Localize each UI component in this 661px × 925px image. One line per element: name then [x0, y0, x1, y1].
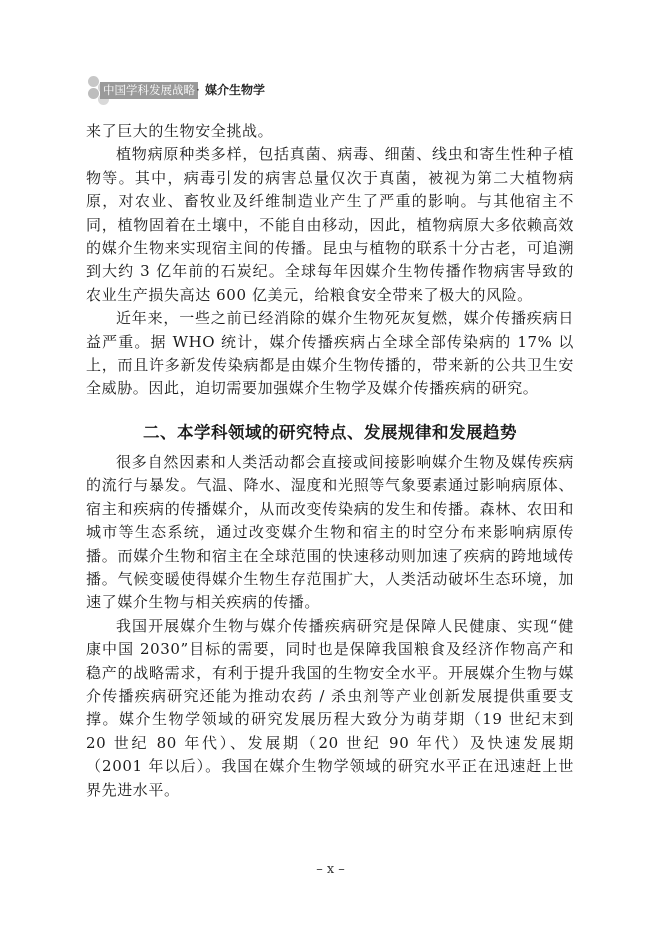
running-header	[86, 74, 386, 104]
header-separator: ·	[196, 83, 200, 97]
main-text	[86, 120, 574, 802]
paragraph-vector-diseases: 近年来，一些之前已经消除的媒介生物死灰复燃，媒介传播疾病日益严重。据 WHO 统计，媒介传播疾病占全球全部传染病的 17% 以上，而且许多新发传染病都是由媒介生物传播的，带来新的公共卫生安全威胁。因此，迫切需要加强媒介生物学及媒介传播疾病的研究。	[86, 309, 574, 398]
section-heading: 二、本学科领域的研究特点、发展规律和发展趋势	[143, 422, 517, 442]
page-number: – x –	[316, 862, 345, 877]
paragraph-china-research: 我国开展媒介生物与媒介传播疾病研究是保障人民健康、实现“健康中国 2030”目标的需要，同时也是保障我国粮食及经济作物高产和稳产的战略需求，有利于提升我国的生物安全水平。开展媒介生物与媒介传播疾病研究还能为推动农药 / 杀虫剂等产业创新发展提供重要支撑。媒介生物学领域的研究发展历程大致分为萌芽期（19 世纪末到 20 世纪 80 年代）、发展期（20 世纪 90 年代）及快速发展期（2001 年以后）。我国在媒介生物学领域的研究水平正在迅速赶上世界先进水平。	[86, 616, 574, 799]
paragraph-plant-pathogens: 植物病原种类多样，包括真菌、病毒、细菌、线虫和寄生性种子植物等。其中，病毒引发的病害总量仅次于真菌，被视为第二大植物病原，对农业、畜牧业及纤维制造业产生了严重的影响。与其他宿主不同，植物固着在土壤中，不能自由移动，因此，植物病原大多依赖高效的媒介生物来实现宿主间的传播。昆虫与植物的联系十分古老，可追溯到大约 3 亿年前的石炭纪。全球每年因媒介生物传播作物病害导致的农业生产损失高达 600 亿美元，给粮食安全带来了极大的风险。	[86, 145, 574, 304]
book-subtitle: 媒介生物学	[205, 83, 266, 97]
paragraph-natural-factors: 很多自然因素和人类活动都会直接或间接影响媒介生物及媒传疾病的流行与暴发。气温、降水、湿度和光照等气象要素通过影响病原体、宿主和疾病的传播媒介，从而改变传染病的发生和传播。森林、农田和城市等生态系统，通过改变媒介生物和宿主的时空分布来影响病原传播。而媒介生物和宿主在全球范围的快速移动则加速了疾病的跨地域传播。气候变暖使得媒介生物生存范围扩大，人类活动破坏生态环境，加速了媒介生物与相关疾病的传播。	[86, 452, 574, 612]
series-title: 中国学科发展战略	[100, 82, 198, 99]
paragraph-continued: 来了巨大的生物安全挑战。	[86, 122, 274, 140]
